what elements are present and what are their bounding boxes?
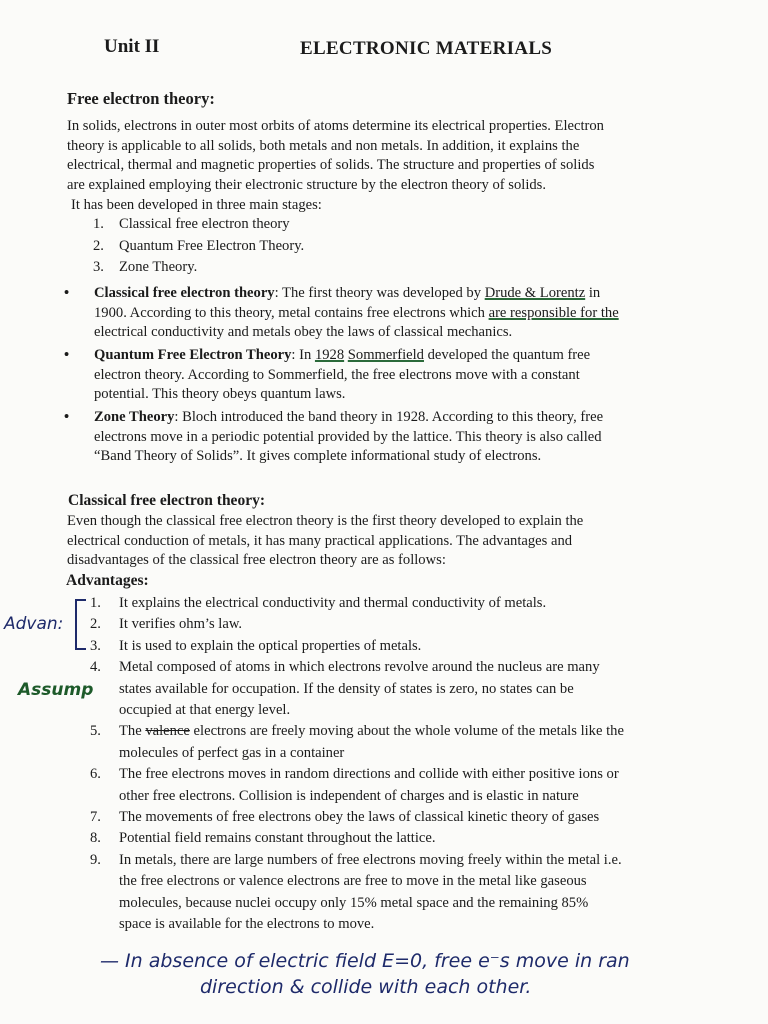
unit-label: Unit II (104, 36, 160, 57)
intro-paragraph (67, 117, 742, 195)
list-item: 3. Zone Theory. (93, 259, 198, 275)
section-heading-free-electron-theory: Free electron theory: (67, 89, 215, 108)
bullet-zone: • Zone Theory: Bloch introduced the band theory in 1928. According to this theory, free electrons move in a periodic potential provided by the lattice. This theory is also called “Band Theory of Solids”. It gives complete informational study of electrons. (64, 409, 604, 465)
bullet-dot-icon: • (64, 347, 70, 363)
bullet-classical: • Classical free electron theory: The first theory was developed by Drude & Lorentz in 1900. According to this theory, metal contains free electrons which are responsible for the electrical conductivity and metals obey the laws of classical mechanics. (64, 285, 619, 341)
classical-intro (67, 512, 742, 571)
page-title: ELECTRONIC MATERIALS (300, 38, 553, 59)
list-item: 2. It verifies ohm’s law. (90, 616, 243, 633)
bullet-label: Zone Theory (94, 409, 175, 425)
paragraph-line: theory is applicable to all solids, both metals and non metals. In addition, it explains the (67, 137, 580, 154)
handwritten-note-line2: direction & collide with each other. (200, 976, 532, 998)
stages-list (93, 216, 304, 281)
bullet-dot-icon: • (64, 285, 70, 301)
stages-intro: It has been developed in three main stages: (71, 197, 322, 213)
list-item: 9. In metals, there are large numbers of free electrons moving freely within the metal i.e. the free electrons or valence electrons are free to move in the metal like gaseous molecules, because nuclei occupy only 15% metal space and the remaining 85% space is available for the electrons to move. (90, 851, 622, 933)
handwritten-advan: Advan: (4, 614, 64, 634)
handwritten-note-line1: — In absence of electric field E=0, free e⁻s move in ran (100, 950, 630, 972)
advantages-list (90, 593, 624, 936)
list-item: 1. It explains the electrical conductivity and thermal conductivity of metals. (90, 595, 547, 611)
advantages-heading: Advantages: (66, 572, 149, 589)
bullet-label: Classical free electron theory (94, 285, 275, 301)
list-item: 7. The movements of free electrons obey the laws of classical kinetic theory of gases (90, 809, 600, 826)
paragraph-line: disadvantages of the classical free electron theory are as follows: (67, 552, 446, 569)
paragraph-line: are explained employing their electronic structure by the electron theory of solids. (67, 176, 546, 193)
bullet-quantum: • Quantum Free Electron Theory: In 1928 Sommerfield developed the quantum free electron theory. According to Sommerfield, the free electrons move with a constant potential. This theory obeys quantum laws. (64, 347, 591, 403)
list-item: 5. The valence electrons are freely moving about the whole volume of the metals like the molecules of perfect gas in a container (90, 723, 624, 761)
paragraph-line: Even though the classical free electron theory is the first theory developed to explain the (67, 513, 584, 529)
list-item: 1. Classical free electron theory (93, 216, 290, 232)
paragraph-line: electrical, thermal and magnetic properties of solids. The structure and properties of solids (67, 157, 595, 174)
list-item: 8. Potential field remains constant throughout the lattice. (90, 830, 436, 847)
bullet-dot-icon: • (64, 409, 70, 425)
paragraph-line: electrical conduction of metals, it has many practical applications. The advantages and (67, 532, 573, 549)
list-item: 4. Metal composed of atoms in which electrons revolve around the nucleus are many states available for occupation. If the density of states is zero, no states can be occupied at that energy level. (90, 659, 600, 719)
list-item: 3. It is used to explain the optical properties of metals. (90, 637, 422, 654)
page-header (0, 36, 768, 66)
section-heading-classical: Classical free electron theory: (68, 492, 265, 509)
list-item: 2. Quantum Free Electron Theory. (93, 237, 305, 254)
paragraph-line: In solids, electrons in outer most orbits of atoms determine its electrical properties. Electron (67, 118, 604, 134)
bullet-label: Quantum Free Electron Theory (94, 347, 292, 363)
list-item: 6. The free electrons moves in random directions and collide with either positive ions or other free electrons. Collision is independent of charges and is elastic in nature (90, 766, 619, 804)
bracket-icon (68, 597, 90, 655)
handwritten-assump: Assump (18, 680, 94, 700)
